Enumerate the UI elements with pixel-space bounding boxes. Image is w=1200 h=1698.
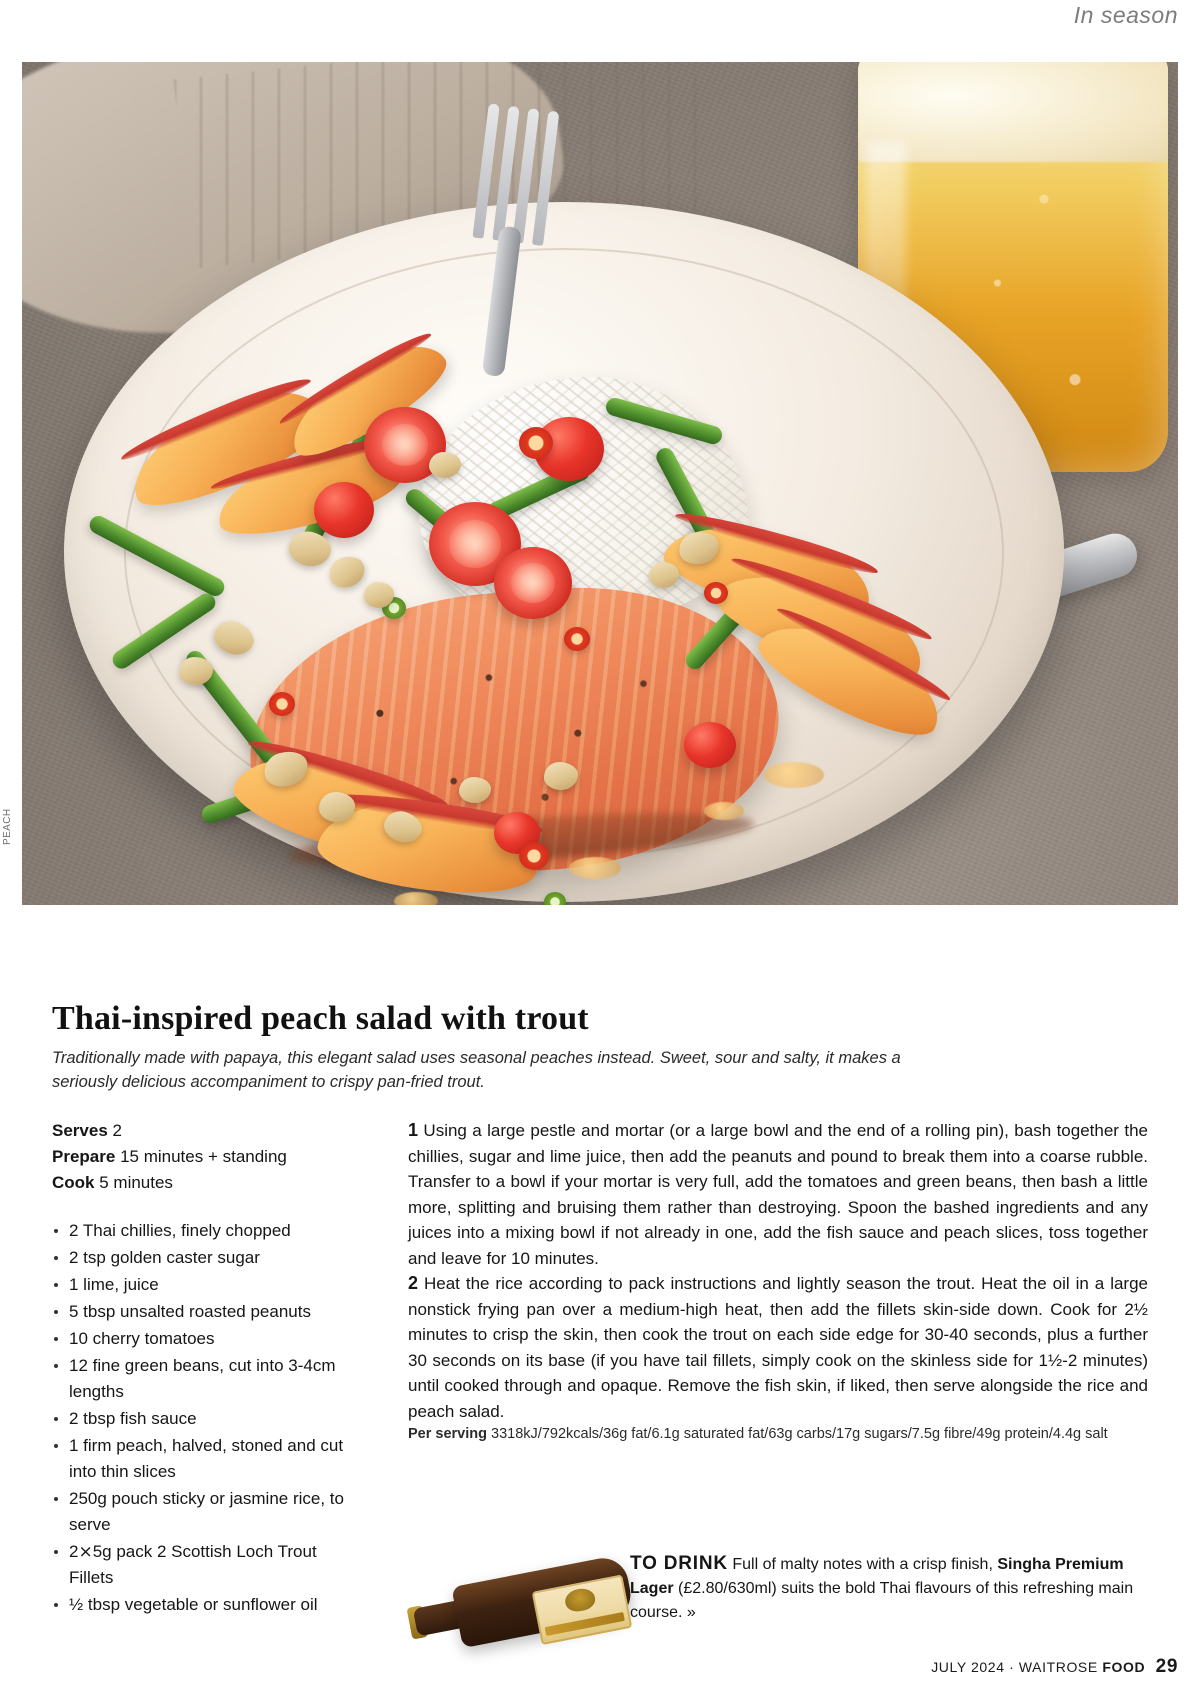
page-header: [0, 0, 1200, 62]
brand-suffix: FOOD: [1102, 1659, 1146, 1675]
to-drink-lead: Full of malty notes with a crisp finish,: [732, 1556, 993, 1573]
to-drink-heading: TO DRINK: [630, 1553, 728, 1574]
step-text: Using a large pestle and mortar (or a large bowl and the end of a rolling pin), bash together the chillies, sugar and lime juice, then add the peanuts and pound to break them into a coarse rubble. Transfer to a bowl if your mortar is very full, add the tomatoes and green beans, then bash a little more, splitting and bruising them rather than destroying. Spoon the bashed ingredients and any juices into a mixing bowl if not already in one, add the fish sauce and peach slices, toss together and leave for 10 minutes.: [408, 1121, 1148, 1268]
beer-bottle-image: [401, 1533, 665, 1675]
meta-serves-label: Serves: [52, 1121, 108, 1140]
dressing-drip: [764, 762, 824, 788]
meta-serves-value: 2: [112, 1121, 122, 1140]
dinner-plate: [64, 202, 1064, 902]
cherry-tomato-half: [494, 547, 572, 619]
red-chilli-ring: [704, 582, 728, 604]
bottle-body: [451, 1554, 635, 1648]
nutrition-label: Per serving: [408, 1426, 487, 1442]
list-item: 12 fine green beans, cut into 3-4cm lengths: [52, 1353, 362, 1405]
recipe-standfirst: Traditionally made with papaya, this elegant salad uses seasonal peaches instead. Sweet, sour and salty, it makes a seriously delicious accompaniment to crispy pan-fried trout.: [52, 1049, 901, 1091]
page-number: 29: [1155, 1656, 1178, 1677]
recipe-hero-photo: [22, 62, 1178, 905]
list-item: ½ tbsp vegetable or sunflower oil: [52, 1592, 362, 1618]
footer-separator: ·: [1009, 1659, 1015, 1675]
list-item: 1 firm peach, halved, stoned and cut into thin slices: [52, 1433, 362, 1485]
dressing-drip: [569, 857, 621, 879]
dressing-drip: [704, 802, 744, 820]
list-item: 2 tsp golden caster sugar: [52, 1245, 362, 1271]
list-item: 2 Thai chillies, finely chopped: [52, 1218, 362, 1244]
method-step: [408, 1118, 1148, 1271]
meta-cook-value: 5 minutes: [99, 1173, 173, 1192]
list-item: 10 cherry tomatoes: [52, 1326, 362, 1352]
nutrition-values: 3318kJ/792kcals/36g fat/6.1g saturated fat/63g carbs/17g sugars/7.5g fibre/49g protein/4.4g salt: [491, 1426, 1108, 1442]
cherry-tomato: [314, 482, 374, 538]
red-chilli-ring: [519, 842, 549, 870]
recipe-method-column: [408, 1118, 1148, 1445]
meta-prepare-value: 15 minutes + standing: [120, 1147, 287, 1166]
red-chilli-ring: [564, 627, 590, 651]
list-item: 1 lime, juice: [52, 1272, 362, 1298]
list-item: 250g pouch sticky or jasmine rice, to serve: [52, 1486, 362, 1538]
issue-date: JULY 2024: [931, 1659, 1005, 1675]
step-number: 1: [408, 1120, 419, 1140]
nutrition-info: [408, 1424, 1148, 1445]
photo-credit: PEACH: [2, 808, 13, 845]
section-label: In season: [1073, 2, 1178, 28]
recipe-left-column: [52, 1118, 362, 1619]
list-item: 2 tbsp fish sauce: [52, 1406, 362, 1432]
step-text: Heat the rice according to pack instructions and lightly season the trout. Heat the oil in a large nonstick frying pan over a medium-high heat, then add the fillets skin-side down. Cook for 2½ minutes to crisp the skin, then cook the trout on each side edge for 30-40 seconds, plus a further 30 seconds on its base (if you have tail fillets, simply cook on the skinless side for 1½-2 minutes) until cooked through and opaque. Remove the fish skin, if liked, then serve alongside the rice and peach salad.: [408, 1274, 1148, 1421]
bottle-label: [532, 1574, 633, 1645]
to-drink-tail: suits the bold Thai flavours of this refreshing main course. »: [630, 1580, 1134, 1621]
to-drink-panel: [408, 1548, 1148, 1668]
red-chilli-ring: [519, 427, 553, 459]
list-item: 2⨯5g pack 2 Scottish Loch Trout Fillets: [52, 1539, 362, 1591]
page-title: Thai-inspired peach salad with trout: [52, 1000, 589, 1037]
red-chilli-ring: [269, 692, 295, 716]
to-drink-price: (£2.80/630ml): [678, 1580, 777, 1597]
dressing-drip: [394, 892, 438, 905]
photo-canvas: [22, 62, 1178, 905]
ingredients-list: [52, 1218, 362, 1618]
meta-prepare-label: Prepare: [52, 1147, 116, 1166]
green-chilli-ring: [544, 892, 566, 905]
cherry-tomato: [684, 722, 736, 768]
meta-prepare: [52, 1144, 362, 1170]
to-drink-text: [630, 1552, 1150, 1625]
method-step: [408, 1271, 1148, 1424]
meta-serves: [52, 1118, 362, 1144]
brand-name: WAITROSE: [1018, 1659, 1098, 1675]
meta-cook-label: Cook: [52, 1173, 95, 1192]
step-number: 2: [408, 1273, 419, 1293]
list-item: 5 tbsp unsalted roasted peanuts: [52, 1299, 362, 1325]
crest-icon: [563, 1586, 597, 1613]
page-footer: [931, 1656, 1178, 1678]
to-drink-product: Singha Premium Lager: [630, 1556, 1124, 1597]
meta-cook: [52, 1170, 362, 1196]
label-stripe: [545, 1612, 625, 1636]
